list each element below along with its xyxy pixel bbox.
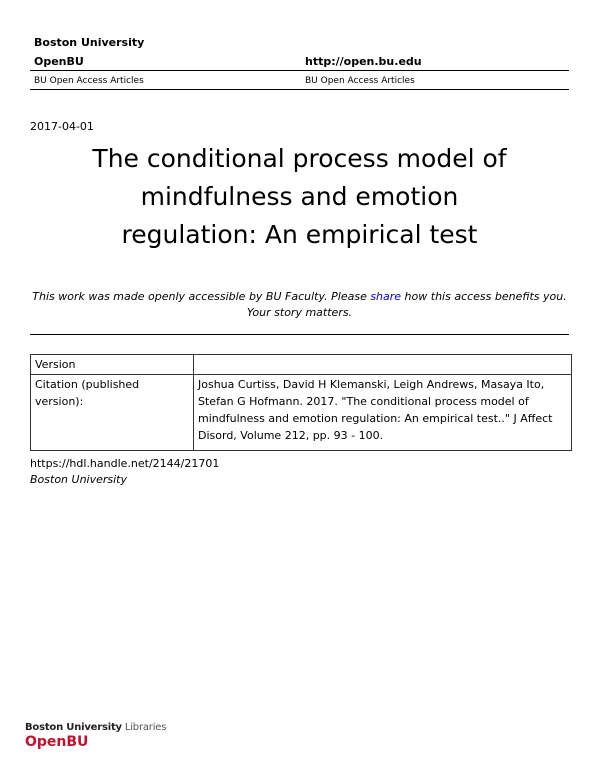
logo-line-2: OpenBU: [25, 734, 89, 750]
notice-rule: [30, 334, 569, 335]
header-rule-bottom: [30, 89, 569, 90]
header-rule-top: [30, 70, 569, 71]
logo-line-1-thin: Libraries: [121, 722, 167, 733]
title-line: The conditional process model of: [92, 144, 507, 173]
metadata-table: [30, 354, 572, 451]
version-label: Version: [31, 355, 194, 375]
table-row: [31, 375, 572, 451]
openbu-logo: [25, 722, 166, 750]
collection-left[interactable]: BU Open Access Articles: [34, 76, 144, 86]
publication-date: 2017-04-01: [30, 120, 94, 133]
citation-label: Citation (published version):: [31, 375, 194, 451]
logo-line-1-bold: Boston University: [25, 722, 122, 733]
access-notice: [30, 289, 569, 321]
notice-line-2: Your story matters.: [246, 306, 353, 319]
citation-value: Joshua Curtiss, David H Klemanski, Leigh Andrews, Masaya Ito, Stefan G Hofmann. 2017. "The conditional process model of mindfulness and emotion regulation: An empirical test.." J Affect Disord, Volume 212, pp. 93 - 100.: [194, 375, 572, 451]
repository-url[interactable]: http://open.bu.edu: [305, 55, 422, 68]
document-title: [30, 140, 569, 254]
handle-url[interactable]: https://hdl.handle.net/2144/21701: [30, 457, 220, 470]
title-line: regulation: An empirical test: [121, 220, 478, 249]
collection-right[interactable]: BU Open Access Articles: [305, 76, 415, 86]
repository-name: OpenBU: [34, 55, 84, 68]
share-link[interactable]: share: [370, 290, 402, 303]
notice-text-after: how this access benefits you.: [401, 290, 567, 303]
notice-line-1: [30, 289, 569, 305]
version-value: [194, 355, 572, 375]
notice-text-before: This work was made openly accessible by BU Faculty. Please: [32, 290, 371, 303]
institution-name: Boston University: [34, 36, 145, 49]
logo-line-1: [25, 722, 166, 733]
table-row: [31, 355, 572, 375]
title-line: mindfulness and emotion: [140, 182, 459, 211]
institution-footer: Boston University: [30, 473, 128, 486]
